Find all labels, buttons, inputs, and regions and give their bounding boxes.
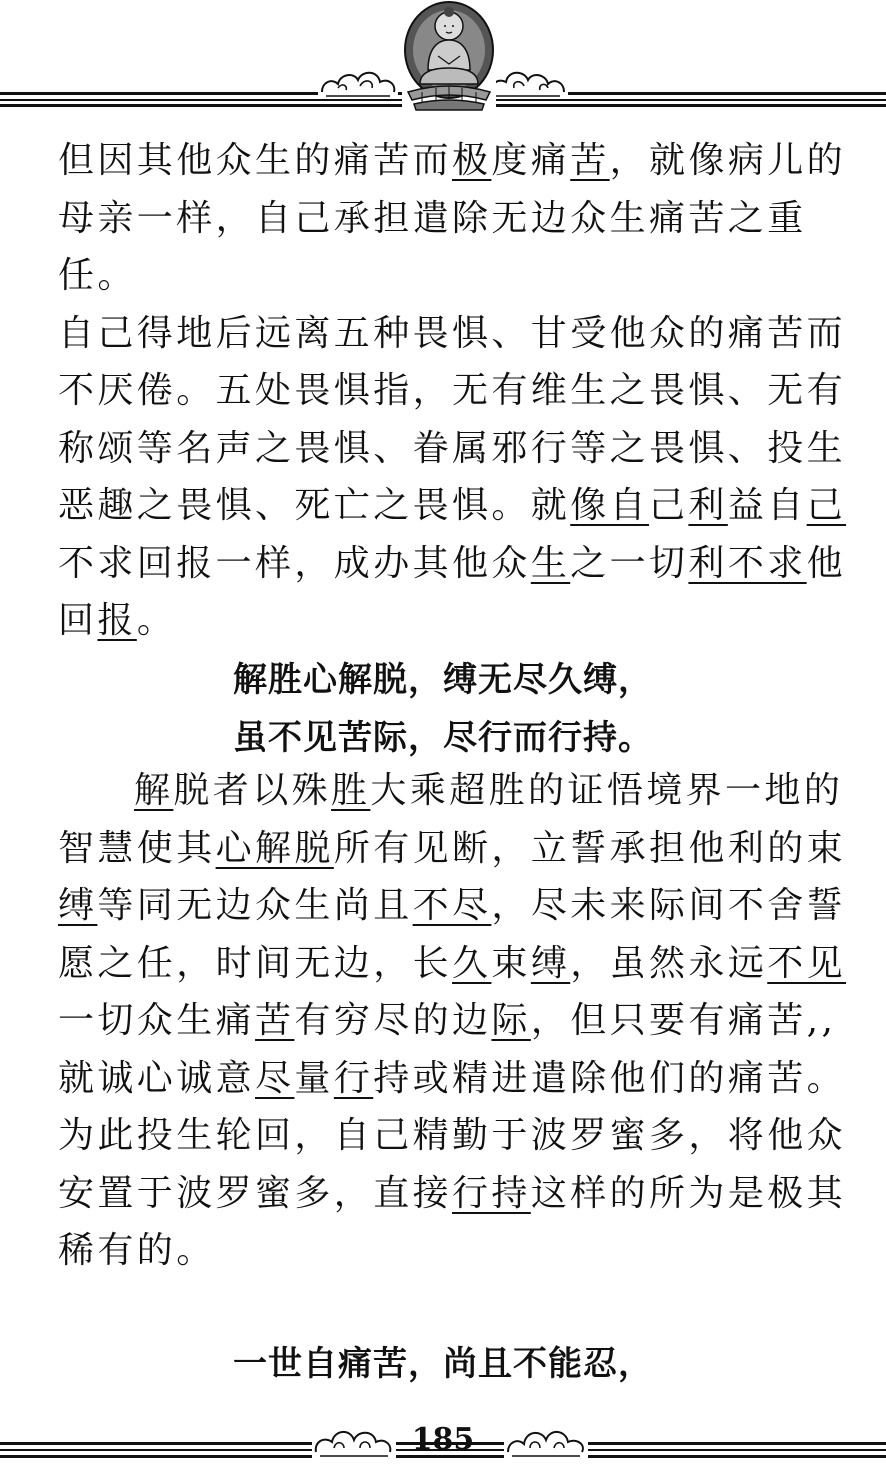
text-line: 愿之任，时间无边，长久束缚，虽然永远不见	[58, 942, 847, 984]
text-line: 解脱者以殊胜大乘超胜的证悟境界一地的	[134, 770, 844, 811]
text-line: 一切众生痛苦有穷尽的边际，但只要有痛苦,,	[58, 1000, 837, 1041]
buddha-icon	[402, 0, 496, 112]
text-line: 不求回报一样，成办其他众生之一切利不求他	[58, 542, 847, 584]
text-line: 自己得地后远离五种畏惧、甘受他众的痛苦而	[58, 312, 847, 354]
verse-line: 解胜心解脱，缚无尽久缚，	[233, 660, 653, 700]
text-line: 稀有的。	[58, 1230, 216, 1271]
text-line: 安置于波罗蜜多，直接行持这样的所为是极其	[58, 1172, 847, 1214]
verse-line: 虽不见苦际，尽行而行持。	[233, 718, 653, 758]
cloud-ornament-icon	[318, 62, 398, 98]
cloud-ornament-icon	[488, 62, 568, 98]
text-line: 不厌倦。五处畏惧指，无有维生之畏惧、无有	[58, 370, 847, 411]
text-line: 为此投生轮回，自己精勤于波罗蜜多，将他众	[58, 1115, 847, 1156]
text-line: 母亲一样，自己承担遣除无边众生痛苦之重任。	[58, 197, 807, 296]
text-line: 称颂等名声之畏惧、眷属邪行等之畏惧、投生	[58, 427, 847, 469]
page-number: 185	[411, 1422, 475, 1457]
text-line: 智慧使其心解脱所有见断，立誓承担他利的束	[58, 827, 847, 869]
text-line: 缚等同无边众生尚且不尽，尽未来际间不舍誓	[58, 885, 847, 926]
header-ornament	[0, 0, 886, 120]
paragraph-2	[58, 762, 848, 1280]
paragraph-1	[58, 132, 848, 650]
text-line: 就诚心诚意尽量行持或精进遣除他们的痛苦。	[58, 1057, 847, 1099]
verse-line: 一世自痛苦，尚且不能忍，	[233, 1344, 653, 1384]
text-line: 恶趣之畏惧、死亡之畏惧。就像自己利益自己	[58, 485, 847, 526]
text-line: 回报。	[58, 600, 177, 641]
text-line: 但因其他众生的痛苦而极度痛苦，就像病儿的	[58, 140, 847, 181]
